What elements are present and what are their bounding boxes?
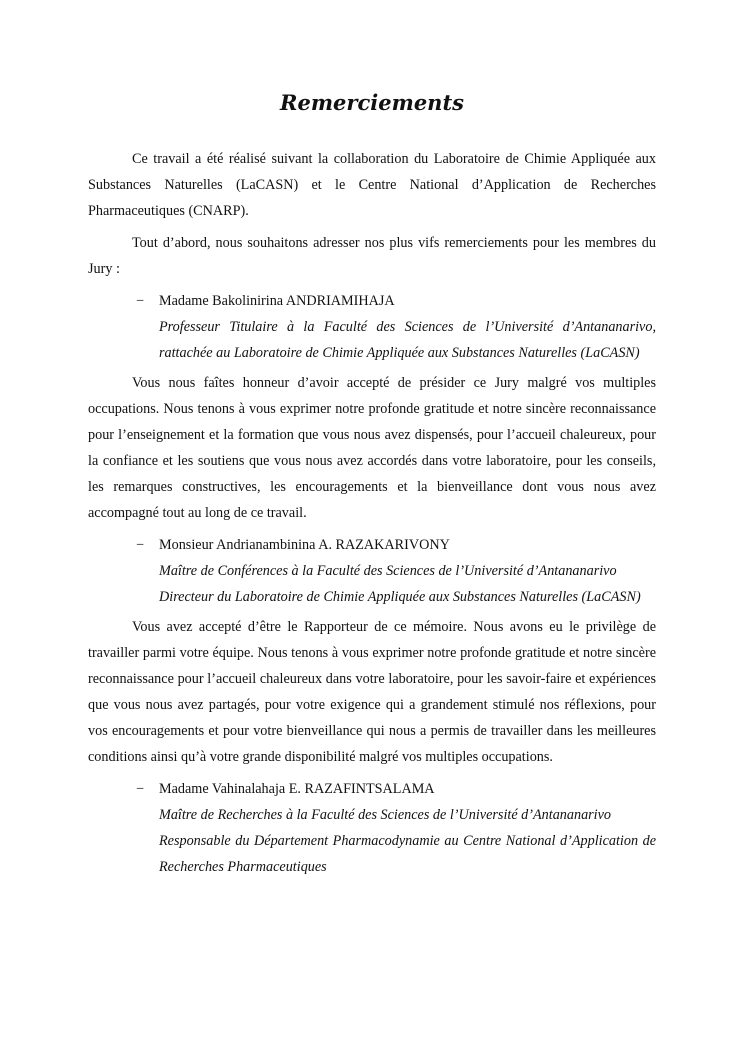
jury-member [88, 532, 656, 610]
list-dash: − [136, 781, 145, 797]
list-dash: − [136, 293, 145, 309]
jury-member-name: Madame Bakolinirina ANDRIAMIHAJA [159, 293, 395, 309]
jury-member-role: Maître de Conférences à la Faculté des Sciences de l’Université d’Antananarivo [159, 563, 617, 579]
jury-member [88, 288, 656, 366]
jury-member-name: Monsieur Andrianambinina A. RAZAKARIVONY [159, 537, 450, 553]
thanks-paragraph-president: Vous nous faîtes honneur d’avoir accepté de présider ce Jury malgré vos multiples occupations. Nous tenons à vous exprimer notre profonde gratitude et notre sincère reconnaissance pour l’enseignement et la formation que vous nous avez dispensés, pour l’accueil chaleureux, pour la confiance et les soutiens que vous nous avez accordés dans votre laboratoire, pour les conseils, les remarques constructives, les encouragements et la bienveillance dont vous nous avez accompagné tout au long de ce travail. [88, 375, 656, 521]
intro-paragraph: Ce travail a été réalisé suivant la collaboration du Laboratoire de Chimie Appliquée aux Substances Naturelles (LaCASN) et le Centre National d’Application de Recherches Pharmaceutiques (CNARP). [88, 151, 656, 219]
jury-member-role: Professeur Titulaire à la Faculté des Sciences de l’Université d’Antananarivo, rattachée au Laboratoire de Chimie Appliquée aux Substances Naturelles (LaCASN) [159, 319, 656, 361]
jury-intro-paragraph: Tout d’abord, nous souhaitons adresser nos plus vifs remerciements pour les membres du Jury : [88, 235, 656, 277]
list-dash: − [136, 537, 145, 553]
document-body [88, 146, 656, 884]
jury-member-role-secondary: Responsable du Département Pharmacodynamie au Centre National d’Application de Recherches Pharmaceutiques [159, 833, 656, 875]
jury-member-name: Madame Vahinalahaja E. RAZAFINTSALAMA [159, 781, 435, 797]
jury-member-role-secondary: Directeur du Laboratoire de Chimie Appliquée aux Substances Naturelles (LaCASN) [159, 589, 641, 605]
page-title: Remerciements [280, 90, 464, 115]
jury-member [88, 776, 656, 880]
thanks-paragraph-rapporteur: Vous avez accepté d’être le Rapporteur de ce mémoire. Nous avons eu le privilège de travailler parmi votre équipe. Nous tenons à vous exprimer notre profonde gratitude et notre sincère reconnaissance pour l’accueil chaleureux dans votre laboratoire, pour les savoir-faire et expériences que vous nous avez partagés, pour votre exigence qui a grandement stimulé nos réflexions, pour vos encouragements et pour votre bienveillance qui nous a permis de travailler dans les meilleures conditions ainsi qu’à votre grande disponibilité malgré vos multiples occupations. [88, 619, 656, 765]
jury-member-role: Maître de Recherches à la Faculté des Sciences de l’Université d’Antananarivo [159, 807, 612, 823]
